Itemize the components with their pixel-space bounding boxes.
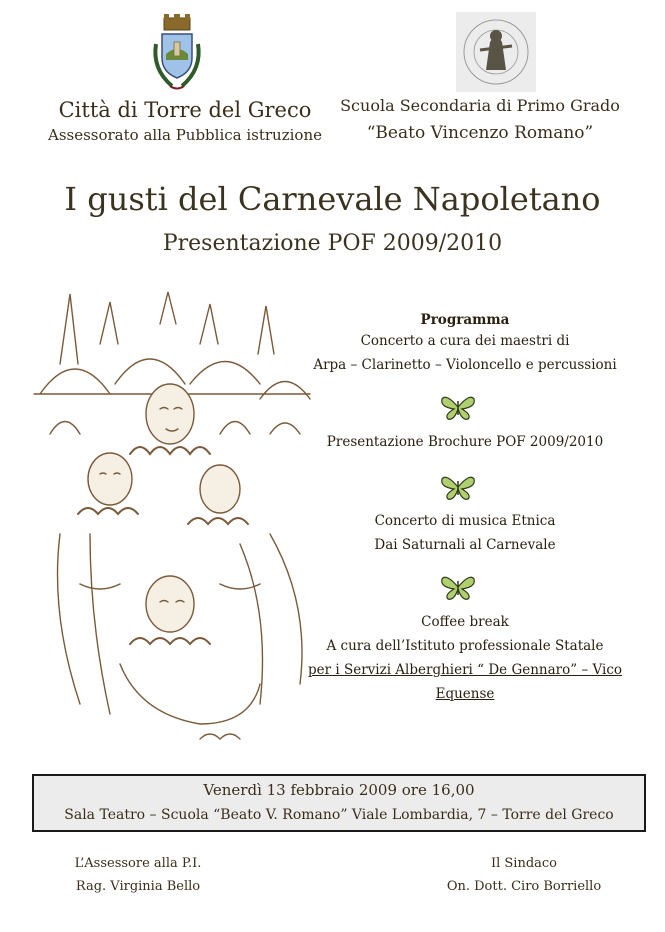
program-item-coffee-line1: Coffee break [421,614,509,630]
program-item-ethnic-line2: Dai Saturnali al Carnevale [374,537,556,553]
city-name: Città di Torre del Greco [58,98,312,122]
program-item-brochure: Presentazione Brochure POF 2009/2010 [326,434,604,450]
butterfly-icon [440,393,476,421]
event-subtitle: Presentazione POF 2009/2010 [162,231,503,256]
program-item-coffee-line3: per i Servizi Alberghieri “ De Gennaro” – Vico Equense [307,662,623,702]
signature-right-title: Il Sindaco [490,856,558,871]
school-name: “Beato Vincenzo Romano” [366,123,594,143]
signature-left-title: L’Assessore alla P.I. [74,856,202,871]
program-item-ethnic-line1: Concerto di musica Etnica [374,513,556,529]
program-item-coffee-line2: A cura dell’Istituto professionale Statale [326,638,604,654]
program-heading: Programma [420,312,510,328]
signature-left-name: Rag. Virginia Bello [75,879,201,894]
butterfly-icon [440,473,476,501]
signature-right-name: On. Dott. Ciro Borriello [446,879,602,894]
school-type: Scuola Secondaria di Primo Grado [340,96,620,115]
program-item-concert-line2: Arpa – Clarinetto – Violoncello e percussioni [313,357,617,373]
school-logo-icon [456,12,536,92]
event-title: I gusti del Carnevale Napoletano [64,180,601,218]
event-date-time: Venerdì 13 febbraio 2009 ore 16,00 [203,781,475,799]
department-name: Assessorato alla Pubblica istruzione [47,126,322,144]
event-venue: Sala Teatro – Scuola “Beato V. Romano” Viale Lombardia, 7 – Torre del Greco [64,807,614,823]
butterfly-icon [440,573,476,601]
coat-of-arms-icon [148,14,206,94]
pierrot-illustration [20,284,320,764]
program-item-concert-line1: Concerto a cura dei maestri di [360,333,570,349]
